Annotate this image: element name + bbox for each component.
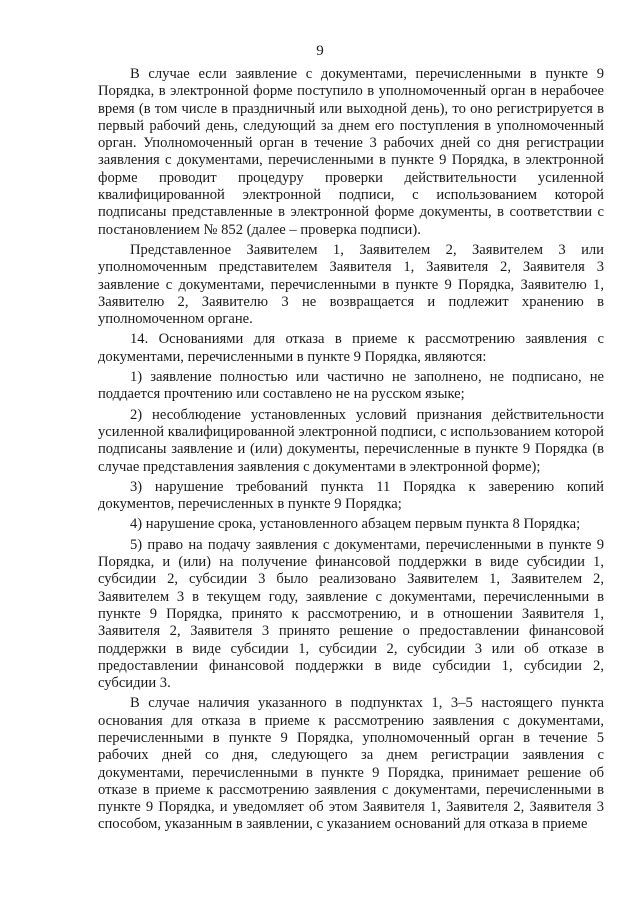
list-item-ground-2: 2) несоблюдение установленных условий признания действительности усиленной квалифицированной электронной подписи, с использованием которой подписаны заявление и (или) документы, перечисленные в пункте 9 Порядка (в случае представления заявления с документами в электронной форме);: [98, 406, 604, 475]
paragraph-electronic-registration: В случае если заявление с документами, перечисленными в пункте 9 Порядка, в электронной форме поступило в уполномоченный орган в нерабочее время (в том числе в праздничный или выходной день), то оно регистрируется в первый рабочий день, следующий за днем его поступления в уполномоченный орган. Уполномоченный орган в течение 3 рабочих дней со дня регистрации заявления с документами, перечисленными в пункте 9 Порядка, в электронной форме проводит процедуру проверки действительности усиленной квалифицированной электронной подписи, с использованием которой подписаны представленные в электронной форме документы, в соответствии с постановлением № 852 (далее – проверка подписи).: [98, 66, 604, 238]
list-item-ground-3: 3) нарушение требований пункта 11 Порядка к заверению копий документов, перечисленных в пункте 9 Порядка;: [98, 478, 604, 513]
list-item-ground-5: 5) право на подачу заявления с документами, перечисленными в пункте 9 Порядка, и (или) на получение финансовой поддержки в виде субсидии 1, субсидии 2, субсидии 3 было реализовано Заявителем 1, Заявителем 2, Заявителем 3 в текущем году, заявление с документами, перечисленными в пункте 9 Порядка, принято к рассмотрению, и в отношении Заявителя 1, Заявителя 2, Заявителя 3 принято решение о предоставлении финансовой поддержки в виде субсидии 1, субсидии 2, субсидии 3 или об отказе в предоставлении финансовой поддержки в виде субсидии 1, субсидии 2, субсидии 3.: [98, 536, 604, 692]
document-body: [98, 66, 604, 834]
paragraph-refusal-procedure: В случае наличия указанного в подпунктах 1, 3–5 настоящего пункта основания для отказа в приеме к рассмотрению заявления с документами, перечисленными в пункте 9 Порядка, уполномоченный орган в течение 5 рабочих дней со дня, следующего за днем регистрации заявления с документами, перечисленными в пункте 9 Порядка, принимает решение об отказе в приеме к рассмотрению заявления с документами, перечисленными в пункте 9 Порядка, и уведомляет об этом Заявителя 1, Заявителя 2, Заявителя 3 способом, указанным в заявлении, с указанием оснований для отказа в приеме: [98, 695, 604, 833]
page-number: 9: [316, 43, 324, 59]
paragraph-no-return: Представленное Заявителем 1, Заявителем 2, Заявителем 3 или уполномоченным представителем Заявителя 1, Заявителя 2, Заявителя 3 заявление с документами, перечисленными в пункте 9 Порядка, Заявителю 1, Заявителю 2, Заявителю 3 не возвращается и подлежит хранению в уполномоченном органе.: [98, 241, 604, 328]
paragraph-grounds-for-refusal: 14. Основаниями для отказа в приеме к рассмотрению заявления с документами, перечисленными в пункте 9 Порядка, являются:: [98, 331, 604, 365]
list-item-ground-1: 1) заявление полностью или частично не заполнено, не подписано, не поддается прочтению или составлено не на русском языке;: [98, 369, 604, 403]
list-item-ground-4: 4) нарушение срока, установленного абзацем первым пункта 8 Порядка;: [130, 516, 581, 533]
